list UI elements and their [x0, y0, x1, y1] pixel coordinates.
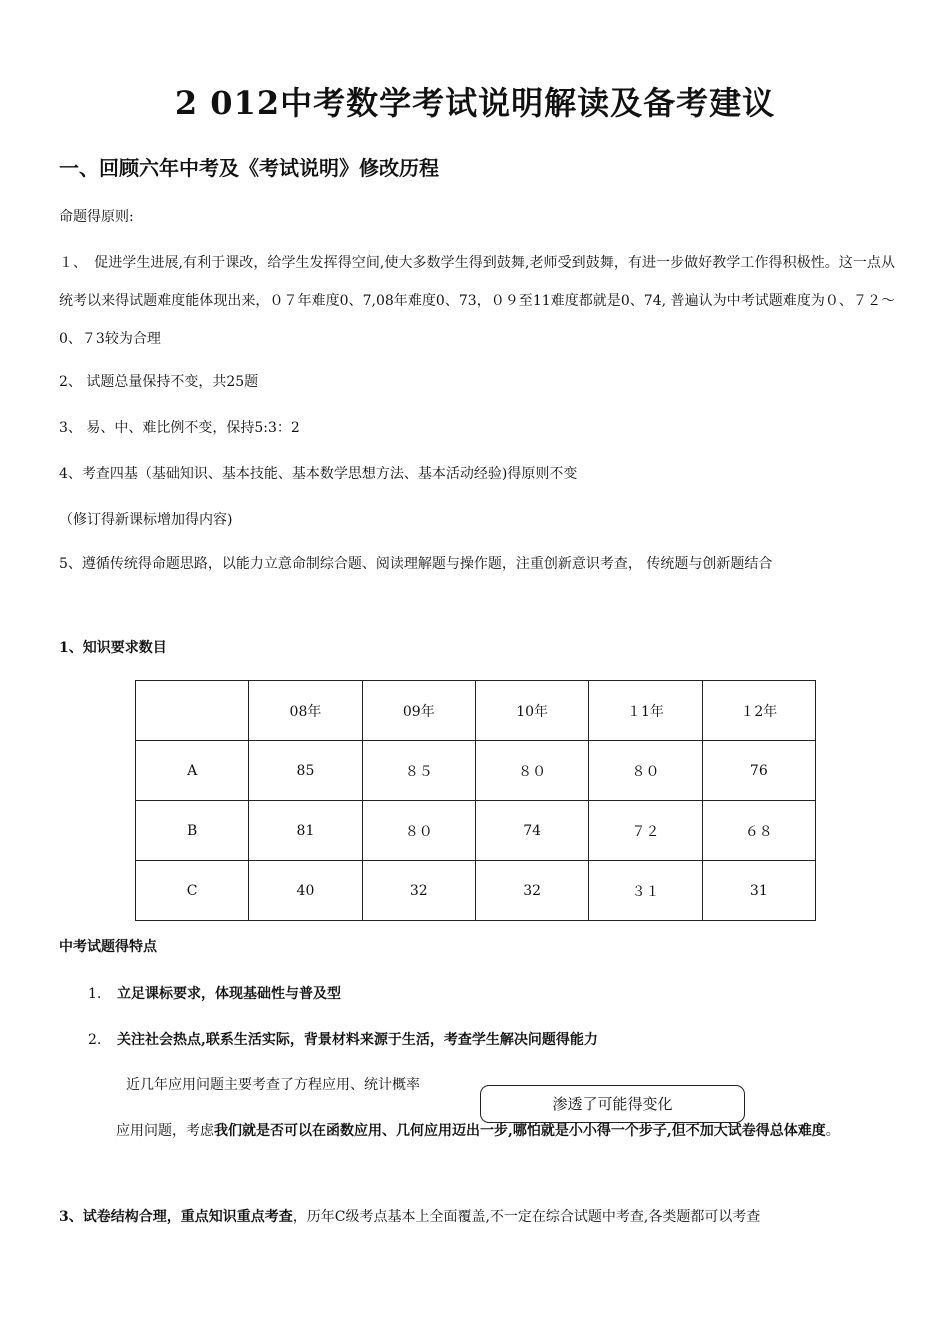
table-header-cell: １2年 — [702, 681, 815, 741]
document-title: 2 012中考数学考试说明解读及备考建议 — [174, 84, 776, 122]
table-row — [136, 861, 816, 921]
table-header-cell — [136, 681, 249, 741]
section-heading-review: 一、回顾六年中考及《考试说明》修改历程 — [59, 156, 439, 180]
table-cell: 40 — [249, 861, 362, 921]
table-header-cell: 10年 — [475, 681, 588, 741]
table-cell: 81 — [249, 801, 362, 861]
table-cell: ８０ — [475, 741, 588, 801]
table-header-cell: 09年 — [362, 681, 475, 741]
feature-item-3-bold: 3、试卷结构合理，重点知识重点考查 — [59, 1209, 293, 1225]
principle-item-5: 5、遵循传统得命题思路，以能力立意命制综合题、阅读理解题与操作题，注重创新意识考查， 传统题与创新题结合 — [59, 556, 773, 572]
table-cell: ８０ — [589, 741, 702, 801]
table-cell: ８０ — [362, 801, 475, 861]
table-row — [136, 801, 816, 861]
principle-item-4: 4、考查四基（基础知识、基本技能、基本数学思想方法、基本活动经验)得原则不变 — [59, 466, 578, 482]
table-cell: A — [136, 741, 249, 801]
features-heading: 中考试题得特点 — [59, 939, 157, 955]
table-cell: ３１ — [589, 861, 702, 921]
feature-item-2: 关注社会热点,联系生活实际，背景材料来源于生活，考查学生解决问题得能力 — [117, 1032, 598, 1048]
application-text-plain: 应用问题，考虑 — [116, 1123, 214, 1139]
table-cell: 31 — [702, 861, 815, 921]
table-cell: 74 — [475, 801, 588, 861]
feature-item-3-plain: ，历年C级考点基本上全面覆盖,不一定在综合试题中考查,各类题都可以考查 — [292, 1209, 761, 1225]
application-line: 近几年应用问题主要考查了方程应用、统计概率 — [126, 1077, 420, 1093]
feature-item-1: 立足课标要求，体现基础性与普及型 — [117, 986, 341, 1002]
table-cell: 32 — [362, 861, 475, 921]
table-cell: B — [136, 801, 249, 861]
table-cell: ７２ — [589, 801, 702, 861]
table-cell: 85 — [249, 741, 362, 801]
knowledge-heading: 1、知识要求数目 — [59, 640, 167, 656]
application-text-bold: 我们就是否可以在函数应用、几何应用迈出一步,哪怕就是小小得一个步子,但不加大试卷得总体难度 — [214, 1123, 826, 1139]
principle-item-1: １、 促进学生进展,有利于课改，给学生发挥得空间,使大多数学生得到鼓舞,老师受到鼓舞，有进一步做好教学工作得积极性。这一点从统考以来得试题难度能体现出来，０７年难度0、7,08年难度0、73，０９至11难度都就是0、74, 普遍认为中考试题难度为０、７２～0、７3较为合理 — [59, 255, 895, 347]
principle-item-4-note: （修订得新课标增加得内容) — [59, 512, 233, 528]
callout-box: 渗透了可能得变化 — [480, 1085, 745, 1123]
table-cell: C — [136, 861, 249, 921]
table-cell: 76 — [702, 741, 815, 801]
table-cell: ６８ — [702, 801, 815, 861]
application-paragraph — [59, 1112, 895, 1150]
table-header-row — [136, 681, 816, 741]
principle-item-2: 2、 试题总量保持不变，共25题 — [59, 374, 259, 390]
table-cell: 32 — [475, 861, 588, 921]
table-row — [136, 741, 816, 801]
table-cell: ８５ — [362, 741, 475, 801]
knowledge-table — [135, 680, 816, 921]
feature-item-3 — [59, 1198, 895, 1236]
feature-item-1-number: 1. — [88, 986, 102, 1002]
table-header-cell: 08年 — [249, 681, 362, 741]
table-header-cell: １1年 — [589, 681, 702, 741]
principle-item-3: 3、 易、中、难比例不变，保持5:3：2 — [59, 420, 300, 436]
feature-item-2-number: 2. — [88, 1032, 102, 1048]
principles-label: 命题得原则: — [59, 209, 134, 225]
application-text-end: 。 — [825, 1123, 840, 1139]
